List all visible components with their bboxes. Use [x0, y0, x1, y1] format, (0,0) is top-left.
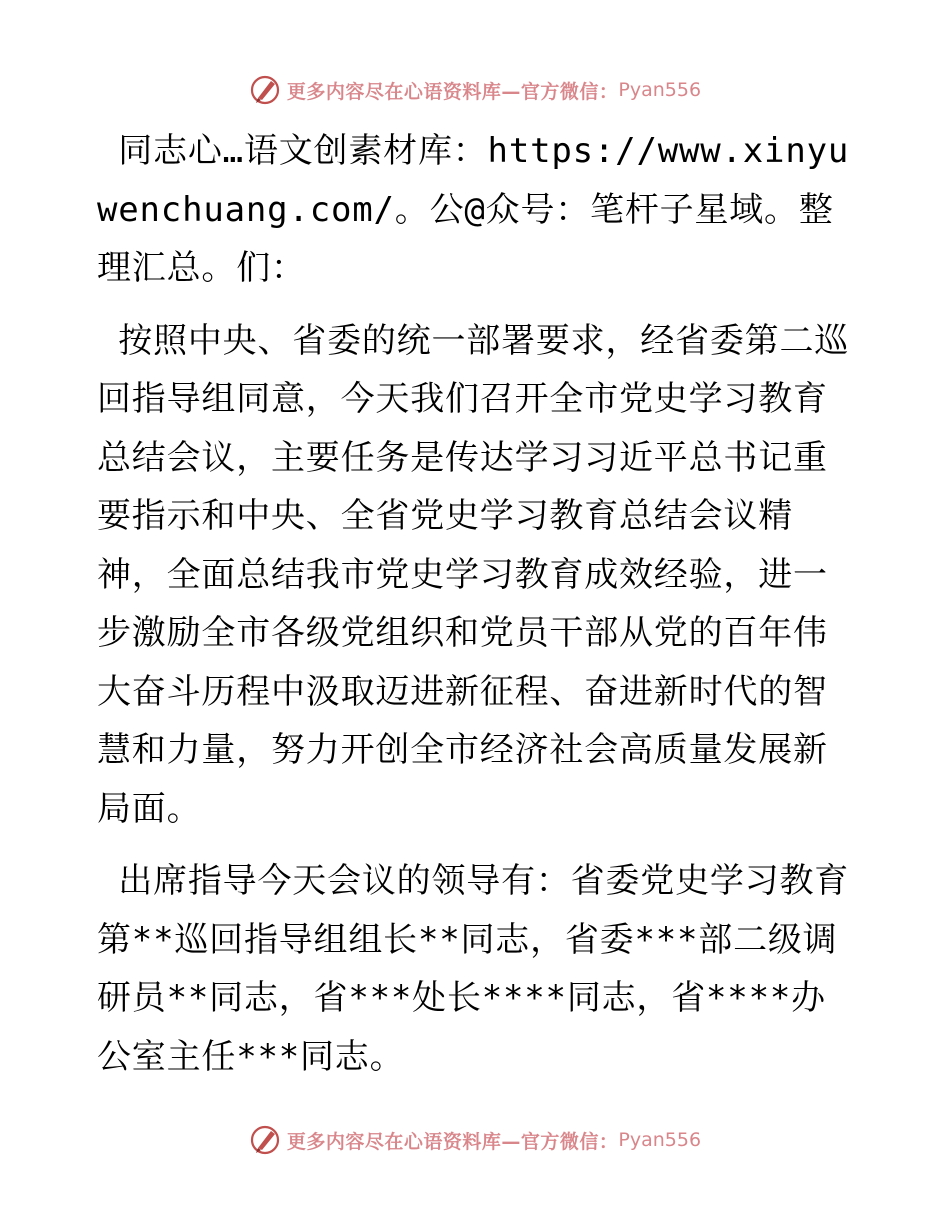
- footer-banner: [0, 1120, 950, 1160]
- paragraph-greeting: 同志心…语文创素材库：https://www.xinyuwenchuang.com/。公@众号：笔杆子星域。整理汇总。们：: [97, 131, 850, 288]
- pen-logo-icon: [249, 73, 283, 107]
- pen-logo-icon: [249, 1123, 283, 1157]
- wechat-id: Pyan556: [618, 79, 702, 101]
- paragraph-intro: 按照中央、省委的统一部署要求，经省委第二巡回指导组同意，今天我们召开全市党史学习教育总结会议，主要任务是传达学习习近平总书记重要指示和中央、全省党史学习教育总结会议精神，全面总结我市党史学习教育成效经验，进一步激励全市各级党组织和党员干部从党的百年伟大奋斗历程中汲取迈进新征程、奋进新时代的智慧和力量，努力开创全市经济社会高质量发展新局面。: [97, 320, 850, 829]
- header-banner: [0, 70, 950, 110]
- document-body: [97, 122, 857, 1086]
- wechat-id: Pyan556: [618, 1129, 702, 1151]
- banner-text: 更多内容尽在心语资料库—官方微信：: [286, 80, 619, 103]
- paragraph-attendees: 出席指导今天会议的领导有：省委党史学习教育第**巡回指导组组长**同志，省委***部二级调研员**同志，省***处长****同志，省****办公室主任***同志。: [97, 861, 850, 1077]
- banner-text: 更多内容尽在心语资料库—官方微信：: [286, 1130, 619, 1153]
